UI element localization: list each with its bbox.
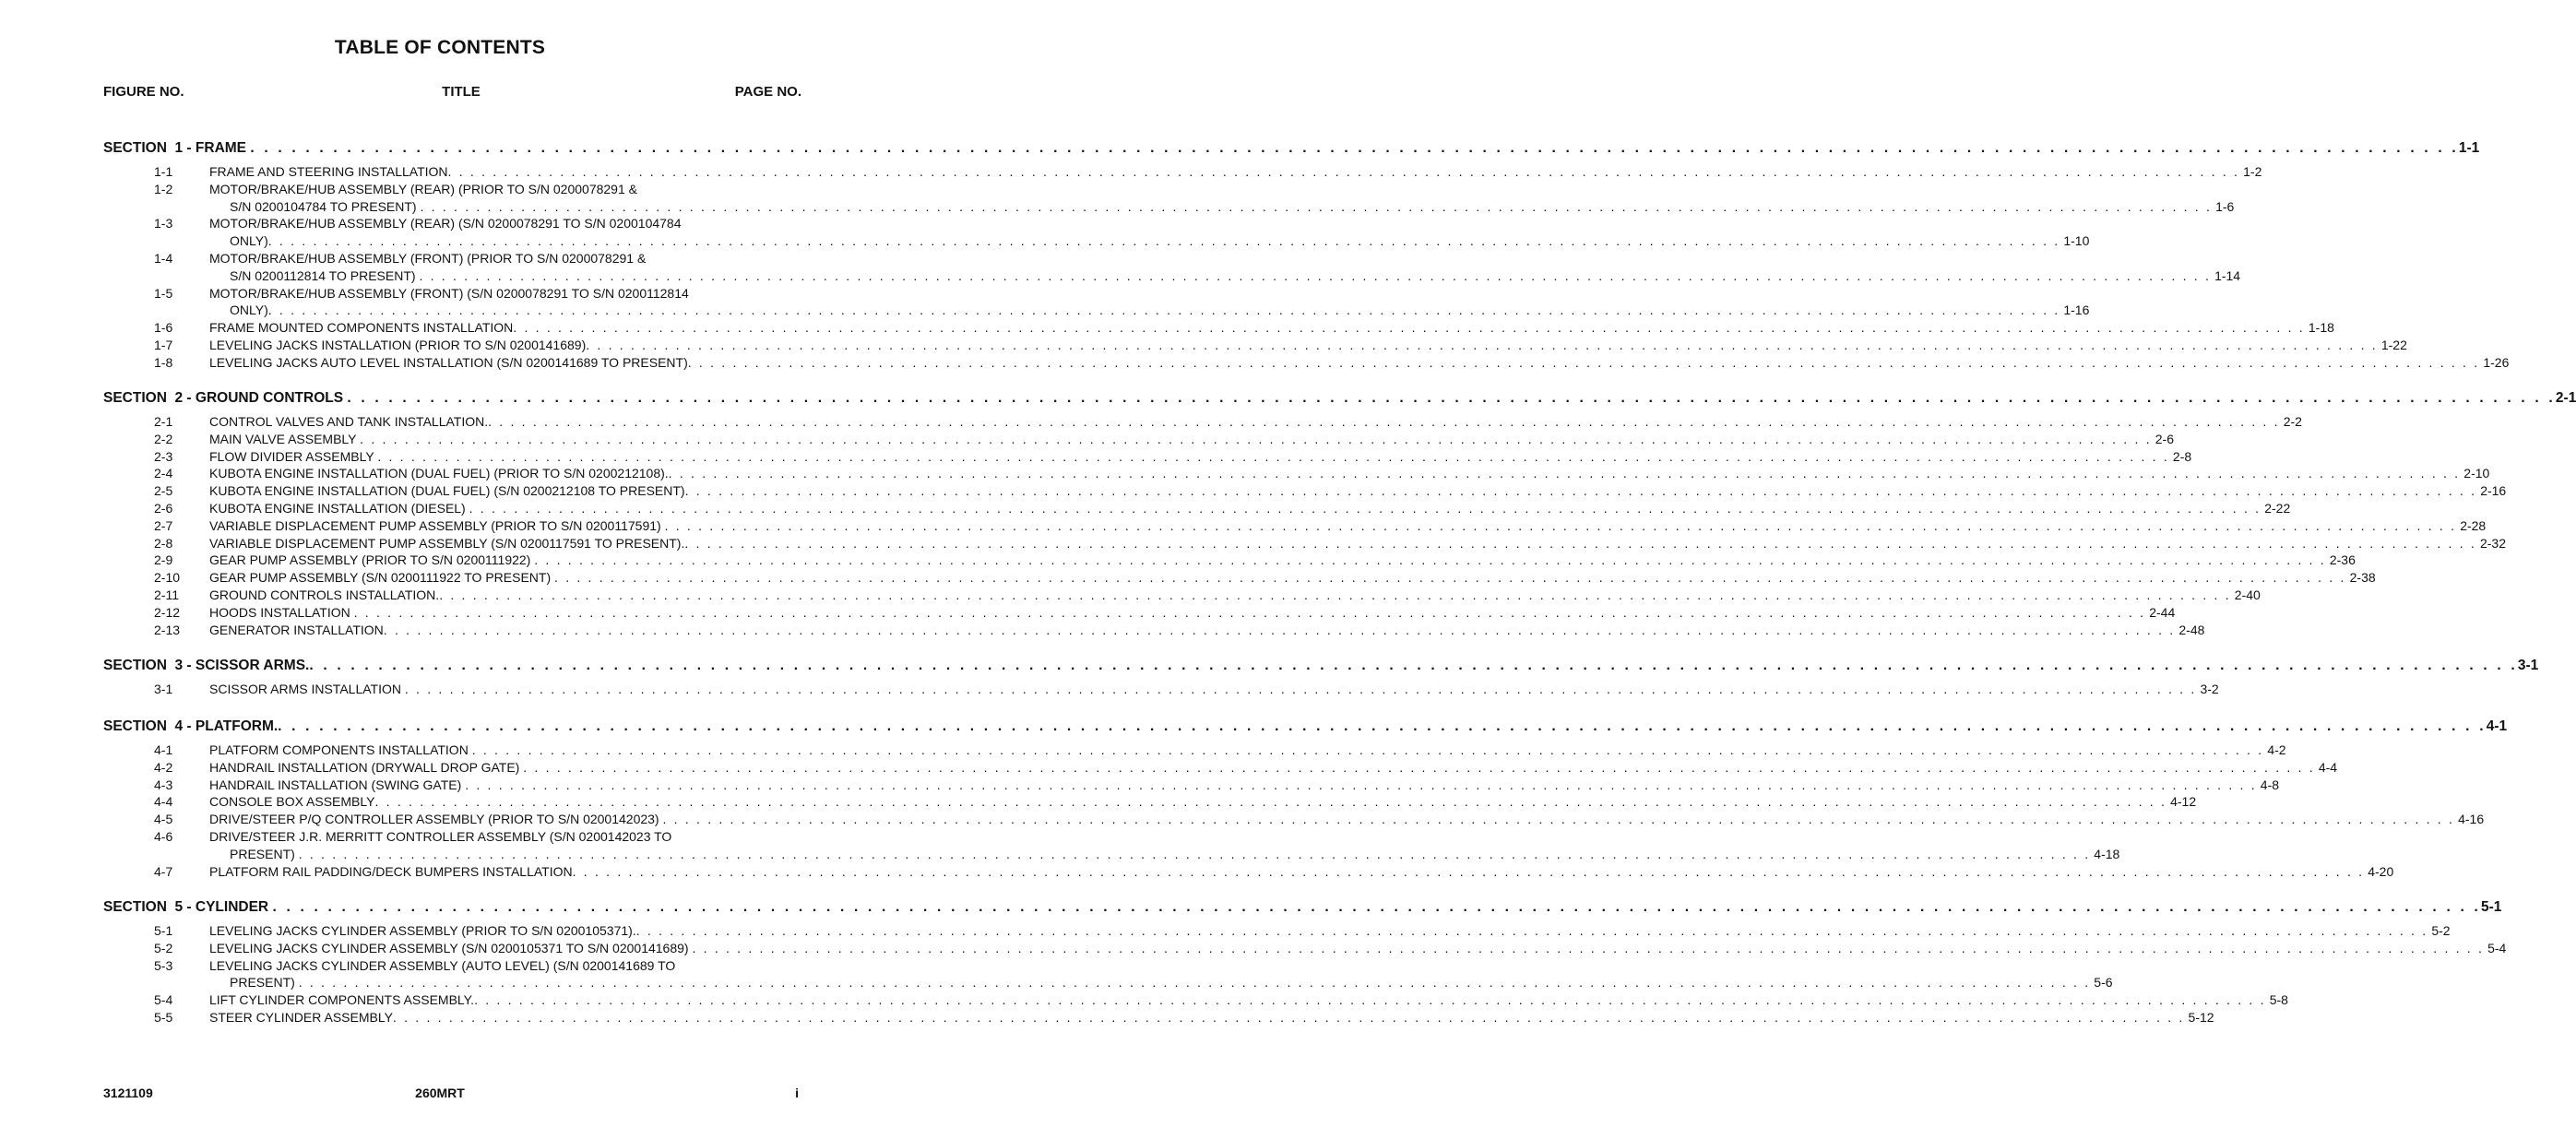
dot-leader: . . . . . . . . . . . . . . . . . . . . . . . . . . . . . . . . . . . . . . . . . . . . . . . . . . . . . . . . . . . . . . . . . . . . . . . . . . . . . . . . . . . . . . . . . . . . . . . . . . . . . . . . . . . . . . . . . . . . . . . . . . . . . . . . . . . . . . . . . . . . . . . . . . . . . . . . . . . . . . . . <box>684 535 2476 551</box>
entry-title-line <box>209 777 2280 794</box>
section-page: 1-1 <box>2458 140 2480 156</box>
figure-number: 1-7 <box>154 338 173 352</box>
entry-title <box>209 181 2235 216</box>
entry-title-line <box>209 1009 2214 1026</box>
entry-page: 2-40 <box>2234 587 2261 602</box>
dot-leader: . . . . . . . . . . . . . . . . . . . . . . . . . . . . . . . . . . . . . . . . . . . . . . . . . . . . . . . . . . . . . . . . . . . . . . . . . . . . . . . . . . . . . . . . . . . . . . . . . . . . . . . . . . . . . . . . . . . . . . . . . . . . . . . . . . . . . . . . . . . . . . . . . . . . . . . . . . . . . . . . <box>664 517 2457 533</box>
entry-title <box>209 569 2376 587</box>
entry-title-text: LEVELING JACKS CYLINDER ASSEMBLY (S/N 0200105371 TO S/N 0200141689) <box>209 940 693 955</box>
footer-doc-number: 3121109 <box>103 1086 153 1100</box>
entry-page: 3-2 <box>2200 682 2219 696</box>
section-label: SECTION 5 - CYLINDER <box>103 899 273 915</box>
figure-number: 1-5 <box>154 285 173 301</box>
toc-entry <box>154 759 2338 777</box>
entry-title <box>209 319 2334 337</box>
section-page: 3-1 <box>2517 658 2539 673</box>
toc-entry <box>154 181 2235 216</box>
entry-title-line <box>209 163 2262 181</box>
dot-leader: . . . . . . . . . . . . . . . . . . . . . . . . . . . . . . . . . . . . . . . . . . . . . . . . . . . . . . . . . . . . . . . . . . . . . . . . . . . . . . . . . . . . . . . . . . . . . . . . . . . . . . . . . . . . . . . . . . . . . . . . . . . . . . . . . . . . . . . . . . . . . . . . . . . . . . . . . . . . . . . . <box>360 431 2152 446</box>
entry-title-text: S/N 0200104784 TO PRESENT) <box>230 198 421 214</box>
entry-title-text: CONTROL VALVES AND TANK INSTALLATION. <box>209 414 489 429</box>
figure-number: 4-2 <box>154 759 173 775</box>
entry-page: 2-48 <box>2178 622 2205 637</box>
entry-page: 4-20 <box>2368 863 2394 879</box>
entry-title-text: FLOW DIVIDER ASSEMBLY <box>209 448 378 464</box>
entry-title-line <box>209 302 2090 319</box>
figure-number: 5-3 <box>154 957 173 973</box>
entry-title-text: GENERATOR INSTALLATION <box>209 622 384 637</box>
section-page: 4-1 <box>2486 718 2508 734</box>
dot-leader: . . . . . . . . . . . . . . . . . . . . . . . . . . . . . . . . . . . . . . . . . . . . . . . . . . . . . . . . . . . . . . . . . . . . . . . . . . . . . . . . . . . . . . . . . . . . . . . . . . . . . . . . . . . . . . . . . . . . . . . . . . . . . . . . . . . . . . . . . . . . . . . . . . . . . . . . . . . . . . . . <box>684 483 2477 499</box>
dot-leader: . . . . . . . . . . . . . . . . . . . . . . . . . . . . . . . . . . . . . . . . . . . . . . . . . . . . . . . . . . . . . . . . . . . . . . . . . . . . . . . . . . . . . . . . . . . . . . . . . . . . . . . . . . . . . . . . . . . . . . . . . . . . . . . . . . . . . . . . . . . . . . . . . . . . . . . . . . . . . . . . <box>420 198 2213 214</box>
section-heading <box>103 899 2502 918</box>
entry-title-text: DRIVE/STEER P/Q CONTROLLER ASSEMBLY (PRIOR TO S/N 0200142023) <box>209 812 663 827</box>
entry-page: 1-26 <box>2483 354 2510 370</box>
dot-leader: . . . . . . . . . . . . . . . . . . . . . . . . . . . . . . . . . . . . . . . . . . . . . . . . . . . . . . . . . . . . . . . . . . . . . . . . . . . . . . . . . . . . . . . . . . . . . . . . . . . . . . . . . . . . . . . . . . . . . . . . . . . . . . . . . . . . . . . . . . . . . . . . . . . . . . . . . . . . . . . . <box>298 975 2091 991</box>
entry-page: 2-16 <box>2480 483 2507 499</box>
entry-title <box>209 1009 2214 1026</box>
dot-leader: . . . . . . . . . . . . . . . . . . . . . . . . . . . . . . . . . . . . . . . . . . . . . . . . . . . . . . . . . . . . . . . . . . . . . . . . . . . . . . . . . . . . . . . . . . . . . . . . . . . . . . . . . . . . . . . . . . . . . . . . . . . . . . . . . . . . . . . . . . . . . . . . . . . . . . . . . . . . . . . . <box>347 390 2556 406</box>
entry-title-line <box>209 811 2485 828</box>
entry-title-line <box>209 465 2490 482</box>
entry-page: 4-16 <box>2458 812 2485 827</box>
toc-entry <box>154 922 2451 940</box>
entry-page: 1-22 <box>2380 338 2407 352</box>
entry-title <box>209 482 2507 500</box>
toc-entry <box>154 215 2090 250</box>
section-page: 2-1 <box>2555 390 2576 406</box>
entry-page: 2-44 <box>2149 604 2176 620</box>
figure-number: 2-4 <box>154 466 173 481</box>
entry-title-text: ONLY) <box>230 303 268 318</box>
dot-leader: . . . . . . . . . . . . . . . . . . . . . . . . . . . . . . . . . . . . . . . . . . . . . . . . . . . . . . . . . . . . . . . . . . . . . . . . . . . . . . . . . . . . . . . . . . . . . . . . . . . . . . . . . . . . . . . . . . . . . . . . . . . . . . . . . . . . . . . . . . . . . . . . . . . . . . . . . . . . . . . . <box>419 267 2212 283</box>
entry-title <box>209 759 2338 777</box>
dot-leader: . . . . . . . . . . . . . . . . . . . . . . . . . . . . . . . . . . . . . . . . . . . . . . . . . . . . . . . . . . . . . . . . . . . . . . . . . . . . . . . . . . . . . . . . . . . . . . . . . . . . . . . . . . . . . . . . . . . . . . . . . . . . . . . . . . . . . . . . . . . . . . . . . . . . . . . . . . . . . . . . <box>572 863 2365 879</box>
entry-title-line <box>209 587 2261 604</box>
entry-title-line: DRIVE/STEER J.R. MERRITT CONTROLLER ASSEMBLY (S/N 0200142023 TO <box>209 829 672 844</box>
entry-title-text: LEVELING JACKS INSTALLATION (PRIOR TO S/N 0200141689) <box>209 338 587 352</box>
entry-title-line <box>209 991 2288 1009</box>
dot-leader: . . . . . . . . . . . . . . . . . . . . . . . . . . . . . . . . . . . . . . . . . . . . . . . . . . . . . . . . . . . . . . . . . . . . . . . . . . . . . . . . . . . . . . . . . . . . . . . . . . . . . . . . . . . . . . . . . . . . . . . . . . . . . . . . . . . . . . . . . . . . . . . . . . . . . . . . . . . . . . . . <box>635 923 2428 938</box>
section-label: SECTION 4 - PLATFORM. <box>103 718 279 734</box>
dot-leader: . . . . . . . . . . . . . . . . . . . . . . . . . . . . . . . . . . . . . . . . . . . . . . . . . . . . . . . . . . . . . . . . . . . . . . . . . . . . . . . . . . . . . . . . . . . . . . . . . . . . . . . . . . . . . . . . . . . . . . . . . . . . . . . . . . . . . . . . . . . . . . . . . . . . . . . . . . . . . . . . <box>692 940 2485 955</box>
dot-leader: . . . . . . . . . . . . . . . . . . . . . . . . . . . . . . . . . . . . . . . . . . . . . . . . . . . . . . . . . . . . . . . . . . . . . . . . . . . . . . . . . . . . . . . . . . . . . . . . . . . . . . . . . . . . . . . . . . . . . . . . . . . . . . . . . . . . . . . . . . . . . . . . . . . . . . . . . . . . . . . . <box>474 992 2266 1008</box>
entry-title-line <box>209 413 2302 431</box>
entry-page: 1-2 <box>2243 164 2262 179</box>
dot-leader: . . . . . . . . . . . . . . . . . . . . . . . . . . . . . . . . . . . . . . . . . . . . . . . . . . . . . . . . . . . . . . . . . . . . . . . . . . . . . . . . . . . . . . . . . . . . . . . . . . . . . . . . . . . . . . . . . . . . . . . . . . . . . . . . . . . . . . . . . . . . . . . . . . . . . . . . . . . . . . . . <box>554 570 2346 586</box>
figure-number: 5-1 <box>154 923 173 938</box>
figure-number: 3-1 <box>154 682 173 696</box>
entry-title <box>209 250 2241 285</box>
entry-title-line <box>209 337 2407 354</box>
figure-number: 2-1 <box>154 414 173 429</box>
entry-page: 5-4 <box>2487 940 2507 955</box>
figure-number: 2-9 <box>154 552 173 568</box>
page-title: TABLE OF CONTENTS <box>334 37 546 58</box>
entry-title-line <box>209 552 2356 569</box>
entry-title-text: GROUND CONTROLS INSTALLATION. <box>209 587 440 602</box>
entry-title <box>209 465 2490 482</box>
section-label: SECTION 2 - GROUND CONTROLS <box>103 390 348 406</box>
entry-title-line <box>209 517 2487 535</box>
entry-title-text: SCISSOR ARMS INSTALLATION <box>209 682 405 696</box>
entry-title-line <box>209 793 2197 811</box>
entry-title-line <box>209 974 2113 991</box>
dot-leader: . . . . . . . . . . . . . . . . . . . . . . . . . . . . . . . . . . . . . . . . . . . . . . . . . . . . . . . . . . . . . . . . . . . . . . . . . . . . . . . . . . . . . . . . . . . . . . . . . . . . . . . . . . . . . . . . . . . . . . . . . . . . . . . . . . . . . . . . . . . . . . . . . . . . . . . . . . . . . . . . <box>377 448 2169 464</box>
dot-leader: . . . . . . . . . . . . . . . . . . . . . . . . . . . . . . . . . . . . . . . . . . . . . . . . . . . . . . . . . . . . . . . . . . . . . . . . . . . . . . . . . . . . . . . . . . . . . . . . . . . . . . . . . . . . . . . . . . . . . . . . . . . . . . . . . . . . . . . . . . . . . . . . . . . . . . . . . . . . . . . . <box>272 899 2481 915</box>
entry-title-line <box>209 846 2120 863</box>
entry-title-line: MOTOR/BRAKE/HUB ASSEMBLY (REAR) (S/N 0200078291 TO S/N 0200104784 <box>209 216 682 231</box>
entry-page: 5-6 <box>2094 975 2113 991</box>
entry-title <box>209 354 2510 372</box>
entry-page: 5-2 <box>2431 923 2451 938</box>
entry-title <box>209 215 2090 250</box>
entry-title-text: FRAME AND STEERING INSTALLATION <box>209 164 448 179</box>
entry-title <box>209 811 2485 828</box>
section-page: 5-1 <box>2480 899 2502 915</box>
entry-page: 2-8 <box>2172 448 2192 464</box>
entry-title-text: STEER CYLINDER ASSEMBLY <box>209 1010 393 1025</box>
toc-entry <box>154 482 2507 500</box>
dot-leader: . . . . . . . . . . . . . . . . . . . . . . . . . . . . . . . . . . . . . . . . . . . . . . . . . . . . . . . . . . . . . . . . . . . . . . . . . . . . . . . . . . . . . . . . . . . . . . . . . . . . . . . . . . . . . . . . . . . . . . . . . . . . . . . . . . . . . . . . . . . . . . . . . . . . . . . . . . . . . . . . <box>267 303 2060 318</box>
section-heading <box>103 140 2480 159</box>
toc-entry <box>154 569 2376 587</box>
dot-leader: . . . . . . . . . . . . . . . . . . . . . . . . . . . . . . . . . . . . . . . . . . . . . . . . . . . . . . . . . . . . . . . . . . . . . . . . . . . . . . . . . . . . . . . . . . . . . . . . . . . . . . . . . . . . . . . . . . . . . . . . . . . . . . . . . . . . . . . . . . . . . . . . . . . . . . . . . . . . . . . . <box>447 164 2240 179</box>
entry-title <box>209 413 2302 431</box>
toc-entry <box>154 587 2261 604</box>
toc-entry <box>154 777 2280 794</box>
dot-leader: . . . . . . . . . . . . . . . . . . . . . . . . . . . . . . . . . . . . . . . . . . . . . . . . . . . . . . . . . . . . . . . . . . . . . . . . . . . . . . . . . . . . . . . . . . . . . . . . . . . . . . . . . . . . . . . . . . . . . . . . . . . . . . . . . . . . . . . . . . . . . . . . . . . . . . . . . . . . . . . . <box>383 622 2176 637</box>
entry-title <box>209 552 2356 569</box>
dot-leader: . . . . . . . . . . . . . . . . . . . . . . . . . . . . . . . . . . . . . . . . . . . . . . . . . . . . . . . . . . . . . . . . . . . . . . . . . . . . . . . . . . . . . . . . . . . . . . . . . . . . . . . . . . . . . . . . . . . . . . . . . . . . . . . . . . . . . . . . . . . . . . . . . . . . . . . . . . . . . . . . <box>404 682 2197 696</box>
toc-entry <box>154 604 2176 622</box>
entry-title <box>209 604 2176 622</box>
entry-title <box>209 500 2291 517</box>
entry-page: 4-18 <box>2094 846 2120 861</box>
entry-title-text: LEVELING JACKS CYLINDER ASSEMBLY (PRIOR TO S/N 0200105371). <box>209 923 636 938</box>
entry-title <box>209 991 2288 1009</box>
entry-title-text: HANDRAIL INSTALLATION (DRYWALL DROP GATE) <box>209 759 524 775</box>
header-figure-no: FIGURE NO. <box>103 84 184 100</box>
toc-entry <box>154 622 2205 639</box>
dot-leader: . . . . . . . . . . . . . . . . . . . . . . . . . . . . . . . . . . . . . . . . . . . . . . . . . . . . . . . . . . . . . . . . . . . . . . . . . . . . . . . . . . . . . . . . . . . . . . . . . . . . . . . . . . . . . . . . . . . . . . . . . . . . . . . . . . . . . . . . . . . . . . . . . . . . . . . . . . . . . . . . <box>392 1010 2185 1025</box>
figure-number: 4-4 <box>154 794 173 810</box>
dot-leader: . . . . . . . . . . . . . . . . . . . . . . . . . . . . . . . . . . . . . . . . . . . . . . . . . . . . . . . . . . . . . . . . . . . . . . . . . . . . . . . . . . . . . . . . . . . . . . . . . . . . . . . . . . . . . . . . . . . . . . . . . . . . . . . . . . . . . . . . . . . . . . . . . . . . . . . . . . . . . . . . <box>469 501 2261 516</box>
toc-entry <box>154 957 2113 992</box>
entry-page: 2-2 <box>2283 414 2302 429</box>
footer-page-number: i <box>795 1086 799 1100</box>
toc-entry <box>154 431 2174 448</box>
entry-title <box>209 863 2394 881</box>
entry-title-text: CONSOLE BOX ASSEMBLY <box>209 794 375 810</box>
entry-title-text: S/N 0200112814 TO PRESENT) <box>230 267 420 283</box>
entry-page: 2-10 <box>2463 466 2490 481</box>
toc-entry <box>154 828 2120 863</box>
figure-number: 5-4 <box>154 992 173 1008</box>
entry-title <box>209 940 2507 957</box>
figure-number: 5-5 <box>154 1010 173 1025</box>
toc-entry <box>154 319 2334 337</box>
footer-model: 260MRT <box>415 1086 465 1100</box>
section-heading <box>103 658 2539 676</box>
entry-title <box>209 535 2507 552</box>
entry-page: 2-22 <box>2264 501 2291 516</box>
entry-title <box>209 957 2113 992</box>
toc-entry <box>154 337 2407 354</box>
entry-title-line <box>209 500 2291 517</box>
dot-leader: . . . . . . . . . . . . . . . . . . . . . . . . . . . . . . . . . . . . . . . . . . . . . . . . . . . . . . . . . . . . . . . . . . . . . . . . . . . . . . . . . . . . . . . . . . . . . . . . . . . . . . . . . . . . . . . . . . . . . . . . . . . . . . . . . . . . . . . . . . . . . . . . . . . . . . . . . . . . . . . . <box>523 759 2315 775</box>
figure-number: 2-13 <box>154 622 181 637</box>
entry-title <box>209 793 2197 811</box>
dot-leader: . . . . . . . . . . . . . . . . . . . . . . . . . . . . . . . . . . . . . . . . . . . . . . . . . . . . . . . . . . . . . . . . . . . . . . . . . . . . . . . . . . . . . . . . . . . . . . . . . . . . . . . . . . . . . . . . . . . . . . . . . . . . . . . . . . . . . . . . . . . . . . . . . . . . . . . . . . . . . . . . <box>267 233 2060 249</box>
entry-title-line <box>209 198 2235 216</box>
entry-title <box>209 163 2262 181</box>
figure-number: 4-5 <box>154 812 173 827</box>
entry-title-text: MAIN VALVE ASSEMBLY <box>209 431 361 446</box>
entry-title-text: HANDRAIL INSTALLATION (SWING GATE) <box>209 777 466 792</box>
entry-page: 1-16 <box>2063 303 2090 318</box>
toc-entry <box>154 742 2286 759</box>
figure-number: 2-5 <box>154 483 173 499</box>
figure-number: 1-1 <box>154 164 173 179</box>
dot-leader: . . . . . . . . . . . . . . . . . . . . . . . . . . . . . . . . . . . . . . . . . . . . . . . . . . . . . . . . . . . . . . . . . . . . . . . . . . . . . . . . . . . . . . . . . . . . . . . . . . . . . . . . . . . . . . . . . . . . . . . . . . . . . . . . . . . . . . . . . . . . . . . . . . . . . . . . . . . . . . . . <box>465 777 2257 792</box>
dot-leader: . . . . . . . . . . . . . . . . . . . . . . . . . . . . . . . . . . . . . . . . . . . . . . . . . . . . . . . . . . . . . . . . . . . . . . . . . . . . . . . . . . . . . . . . . . . . . . . . . . . . . . . . . . . . . . . . . . . . . . . . . . . . . . . . . . . . . . . . . . . . . . . . . . . . . . . . . . . . . . . . <box>534 552 2326 568</box>
entry-title <box>209 448 2192 466</box>
entry-title-text: KUBOTA ENGINE INSTALLATION (DIESEL) <box>209 501 469 516</box>
figure-number: 2-12 <box>154 604 181 620</box>
toc-entry <box>154 991 2288 1009</box>
entry-page: 2-28 <box>2460 517 2487 533</box>
entry-title <box>209 587 2261 604</box>
entry-title <box>209 337 2407 354</box>
toc-entry <box>154 250 2241 285</box>
entry-page: 1-6 <box>2215 198 2235 214</box>
entry-title-line <box>209 535 2507 552</box>
entry-title-line <box>209 940 2507 957</box>
figure-number: 4-6 <box>154 829 173 844</box>
dot-leader: . . . . . . . . . . . . . . . . . . . . . . . . . . . . . . . . . . . . . . . . . . . . . . . . . . . . . . . . . . . . . . . . . . . . . . . . . . . . . . . . . . . . . . . . . . . . . . . . . . . . . . . . . . . . . . . . . . . . . . . . . . . . . . . . . . . . . . . . . . . . . . . . . . . . . . . . . . . . . . . . <box>471 742 2264 757</box>
entry-page: 5-12 <box>2188 1010 2214 1025</box>
entry-title <box>209 285 2090 320</box>
entry-title-line <box>209 267 2241 285</box>
entry-title-text: GEAR PUMP ASSEMBLY (PRIOR TO S/N 0200111922) <box>209 552 535 568</box>
entry-title-line <box>209 482 2507 500</box>
entry-page: 2-36 <box>2329 552 2356 568</box>
entry-title-line <box>209 448 2192 466</box>
entry-title-text: KUBOTA ENGINE INSTALLATION (DUAL FUEL) (PRIOR TO S/N 0200212108). <box>209 466 669 481</box>
entry-title <box>209 681 2219 698</box>
toc-entry <box>154 681 2219 698</box>
figure-number: 1-6 <box>154 320 173 336</box>
toc-entry <box>154 793 2197 811</box>
toc-entry <box>154 500 2291 517</box>
entry-title-line <box>209 569 2376 587</box>
toc-entry <box>154 413 2302 431</box>
entry-title-line: LEVELING JACKS CYLINDER ASSEMBLY (AUTO LEVEL) (S/N 0200141689 TO <box>209 957 676 973</box>
entry-page: 2-38 <box>2349 570 2376 586</box>
entry-title-line <box>209 742 2286 759</box>
figure-number: 1-4 <box>154 251 173 266</box>
entry-title-text: VARIABLE DISPLACEMENT PUMP ASSEMBLY (PRIOR TO S/N 0200117591) <box>209 517 665 533</box>
toc-entry <box>154 354 2510 372</box>
entry-title-text: ONLY) <box>230 233 268 249</box>
dot-leader: . . . . . . . . . . . . . . . . . . . . . . . . . . . . . . . . . . . . . . . . . . . . . . . . . . . . . . . . . . . . . . . . . . . . . . . . . . . . . . . . . . . . . . . . . . . . . . . . . . . . . . . . . . . . . . . . . . . . . . . . . . . . . . . . . . . . . . . . . . . . . . . . . . . . . . . . . . . . . . . . <box>687 354 2480 370</box>
entry-title <box>209 777 2280 794</box>
entry-title-line: MOTOR/BRAKE/HUB ASSEMBLY (FRONT) (PRIOR TO S/N 0200078291 & <box>209 251 647 266</box>
section-label: SECTION 3 - SCISSOR ARMS. <box>103 658 310 673</box>
figure-number: 4-3 <box>154 777 173 792</box>
entry-title-line <box>209 863 2394 881</box>
entry-title-line: MOTOR/BRAKE/HUB ASSEMBLY (REAR) (PRIOR TO S/N 0200078291 & <box>209 181 637 196</box>
dot-leader: . . . . . . . . . . . . . . . . . . . . . . . . . . . . . . . . . . . . . . . . . . . . . . . . . . . . . . . . . . . . . . . . . . . . . . . . . . . . . . . . . . . . . . . . . . . . . . . . . . . . . . . . . . . . . . . . . . . . . . . . . . . . . . . . . . . . . . . . . . . . . . . . . . . . . . . . . . . . . . . . <box>586 338 2378 352</box>
entry-page: 2-6 <box>2155 431 2174 446</box>
entry-title-line <box>209 759 2338 777</box>
dot-leader: . . . . . . . . . . . . . . . . . . . . . . . . . . . . . . . . . . . . . . . . . . . . . . . . . . . . . . . . . . . . . . . . . . . . . . . . . . . . . . . . . . . . . . . . . . . . . . . . . . . . . . . . . . . . . . . . . . . . . . . . . . . . . . . . . . . . . . . . . . . . . . . . . . . . . . . . . . . . . . . . <box>374 794 2167 810</box>
entry-title-line <box>209 354 2510 372</box>
entry-title <box>209 622 2205 639</box>
toc-entry <box>154 940 2507 957</box>
figure-number: 1-8 <box>154 354 173 370</box>
entry-title-text: LIFT CYLINDER COMPONENTS ASSEMBLY. <box>209 992 475 1008</box>
figure-number: 2-8 <box>154 535 173 551</box>
entry-page: 5-8 <box>2269 992 2288 1008</box>
toc-entry <box>154 517 2487 535</box>
dot-leader: . . . . . . . . . . . . . . . . . . . . . . . . . . . . . . . . . . . . . . . . . . . . . . . . . . . . . . . . . . . . . . . . . . . . . . . . . . . . . . . . . . . . . . . . . . . . . . . . . . . . . . . . . . . . . . . . . . . . . . . . . . . . . . . . . . . . . . . . . . . . . . . . . . . . . . . . . . . . . . . . <box>513 320 2305 336</box>
entry-page: 4-2 <box>2267 742 2286 757</box>
entry-page: 1-10 <box>2063 233 2090 249</box>
figure-number: 1-2 <box>154 181 173 196</box>
toc-entry <box>154 465 2490 482</box>
toc-entry <box>154 1009 2214 1026</box>
figure-number: 4-7 <box>154 863 173 879</box>
dot-leader: . . . . . . . . . . . . . . . . . . . . . . . . . . . . . . . . . . . . . . . . . . . . . . . . . . . . . . . . . . . . . . . . . . . . . . . . . . . . . . . . . . . . . . . . . . . . . . . . . . . . . . . . . . . . . . . . . . . . . . . . . . . . . . . . . . . . . . . . . . . . . . . . . . . . . . . . . . . . . . . . <box>250 140 2459 156</box>
dot-leader: . . . . . . . . . . . . . . . . . . . . . . . . . . . . . . . . . . . . . . . . . . . . . . . . . . . . . . . . . . . . . . . . . . . . . . . . . . . . . . . . . . . . . . . . . . . . . . . . . . . . . . . . . . . . . . . . . . . . . . . . . . . . . . . . . . . . . . . . . . . . . . . . . . . . . . . . . . . . . . . . <box>488 414 2280 429</box>
entry-page: 4-4 <box>2318 759 2338 775</box>
entry-title-text: PRESENT) <box>230 846 299 861</box>
entry-title-text: KUBOTA ENGINE INSTALLATION (DUAL FUEL) (S/N 0200212108 TO PRESENT) <box>209 483 685 499</box>
entry-title-text: PLATFORM COMPONENTS INSTALLATION <box>209 742 472 757</box>
toc-entry <box>154 163 2262 181</box>
dot-leader: . . . . . . . . . . . . . . . . . . . . . . . . . . . . . . . . . . . . . . . . . . . . . . . . . . . . . . . . . . . . . . . . . . . . . . . . . . . . . . . . . . . . . . . . . . . . . . . . . . . . . . . . . . . . . . . . . . . . . . . . . . . . . . . . . . . . . . . . . . . . . . . . . . . . . . . . . . . . . . . . <box>668 466 2461 481</box>
figure-number: 2-7 <box>154 517 173 533</box>
toc-entry <box>154 535 2507 552</box>
dot-leader: . . . . . . . . . . . . . . . . . . . . . . . . . . . . . . . . . . . . . . . . . . . . . . . . . . . . . . . . . . . . . . . . . . . . . . . . . . . . . . . . . . . . . . . . . . . . . . . . . . . . . . . . . . . . . . . . . . . . . . . . . . . . . . . . . . . . . . . . . . . . . . . . . . . . . . . . . . . . . . . . <box>439 587 2231 602</box>
toc-entry <box>154 811 2485 828</box>
entry-title <box>209 742 2286 759</box>
entry-title <box>209 517 2487 535</box>
dot-leader: . . . . . . . . . . . . . . . . . . . . . . . . . . . . . . . . . . . . . . . . . . . . . . . . . . . . . . . . . . . . . . . . . . . . . . . . . . . . . . . . . . . . . . . . . . . . . . . . . . . . . . . . . . . . . . . . . . . . . . . . . . . . . . . . . . . . . . . . . . . . . . . . . . . . . . . . . . . . . . . . <box>298 846 2091 861</box>
entry-title-line <box>209 922 2451 940</box>
entry-page: 4-12 <box>2170 794 2197 810</box>
entry-title-text: LEVELING JACKS AUTO LEVEL INSTALLATION (S/N 0200141689 TO PRESENT) <box>209 354 688 370</box>
entry-title-text: GEAR PUMP ASSEMBLY (S/N 0200111922 TO PRESENT) <box>209 570 555 586</box>
toc-entry <box>154 863 2394 881</box>
entry-title-text: PLATFORM RAIL PADDING/DECK BUMPERS INSTALLATION <box>209 863 573 879</box>
entry-title <box>209 922 2451 940</box>
dot-leader: . . . . . . . . . . . . . . . . . . . . . . . . . . . . . . . . . . . . . . . . . . . . . . . . . . . . . . . . . . . . . . . . . . . . . . . . . . . . . . . . . . . . . . . . . . . . . . . . . . . . . . . . . . . . . . . . . . . . . . . . . . . . . . . . . . . . . . . . . . . . . . . . . . . . . . . . . . . . . . . . <box>309 658 2518 673</box>
entry-page: 1-18 <box>2308 320 2334 336</box>
figure-number: 1-3 <box>154 216 173 231</box>
figure-number: 2-2 <box>154 431 173 446</box>
toc-entry <box>154 552 2356 569</box>
section-heading <box>103 390 2576 409</box>
toc-entry <box>154 448 2192 466</box>
entry-title-line <box>209 431 2174 448</box>
figure-number: 2-3 <box>154 448 173 464</box>
entry-title-line <box>209 319 2334 337</box>
header-page-no: PAGE NO. <box>734 84 801 100</box>
entry-title-line <box>209 232 2090 250</box>
entry-title-text: PRESENT) <box>230 975 299 991</box>
dot-leader: . . . . . . . . . . . . . . . . . . . . . . . . . . . . . . . . . . . . . . . . . . . . . . . . . . . . . . . . . . . . . . . . . . . . . . . . . . . . . . . . . . . . . . . . . . . . . . . . . . . . . . . . . . . . . . . . . . . . . . . . . . . . . . . . . . . . . . . . . . . . . . . . . . . . . . . . . . . . . . . . <box>662 812 2455 827</box>
section-label: SECTION 1 - FRAME <box>103 140 251 156</box>
entry-title-line <box>209 622 2205 639</box>
entry-title-text: HOODS INSTALLATION <box>209 604 354 620</box>
entry-title-line: MOTOR/BRAKE/HUB ASSEMBLY (FRONT) (S/N 0200078291 TO S/N 0200112814 <box>209 285 689 301</box>
figure-number: 2-10 <box>154 570 181 586</box>
entry-page: 2-32 <box>2479 535 2507 551</box>
toc-entry <box>154 285 2090 320</box>
section-heading <box>103 718 2508 737</box>
dot-leader: . . . . . . . . . . . . . . . . . . . . . . . . . . . . . . . . . . . . . . . . . . . . . . . . . . . . . . . . . . . . . . . . . . . . . . . . . . . . . . . . . . . . . . . . . . . . . . . . . . . . . . . . . . . . . . . . . . . . . . . . . . . . . . . . . . . . . . . . . . . . . . . . . . . . . . . . . . . . . . . . <box>278 718 2487 734</box>
entry-title <box>209 431 2174 448</box>
entry-title-text: VARIABLE DISPLACEMENT PUMP ASSEMBLY (S/N 0200117591 TO PRESENT). <box>209 535 685 551</box>
entry-page: 4-8 <box>2260 777 2280 792</box>
entry-title <box>209 828 2120 863</box>
figure-number: 2-11 <box>154 587 179 602</box>
header-title: TITLE <box>442 84 481 100</box>
entry-title-line <box>209 681 2219 698</box>
entry-title-text: FRAME MOUNTED COMPONENTS INSTALLATION <box>209 320 514 336</box>
figure-number: 4-1 <box>154 742 173 757</box>
figure-number: 5-2 <box>154 940 173 955</box>
dot-leader: . . . . . . . . . . . . . . . . . . . . . . . . . . . . . . . . . . . . . . . . . . . . . . . . . . . . . . . . . . . . . . . . . . . . . . . . . . . . . . . . . . . . . . . . . . . . . . . . . . . . . . . . . . . . . . . . . . . . . . . . . . . . . . . . . . . . . . . . . . . . . . . . . . . . . . . . . . . . . . . . <box>353 604 2146 620</box>
entry-page: 1-14 <box>2214 267 2241 283</box>
entry-title-line <box>209 604 2176 622</box>
figure-number: 2-6 <box>154 501 173 516</box>
